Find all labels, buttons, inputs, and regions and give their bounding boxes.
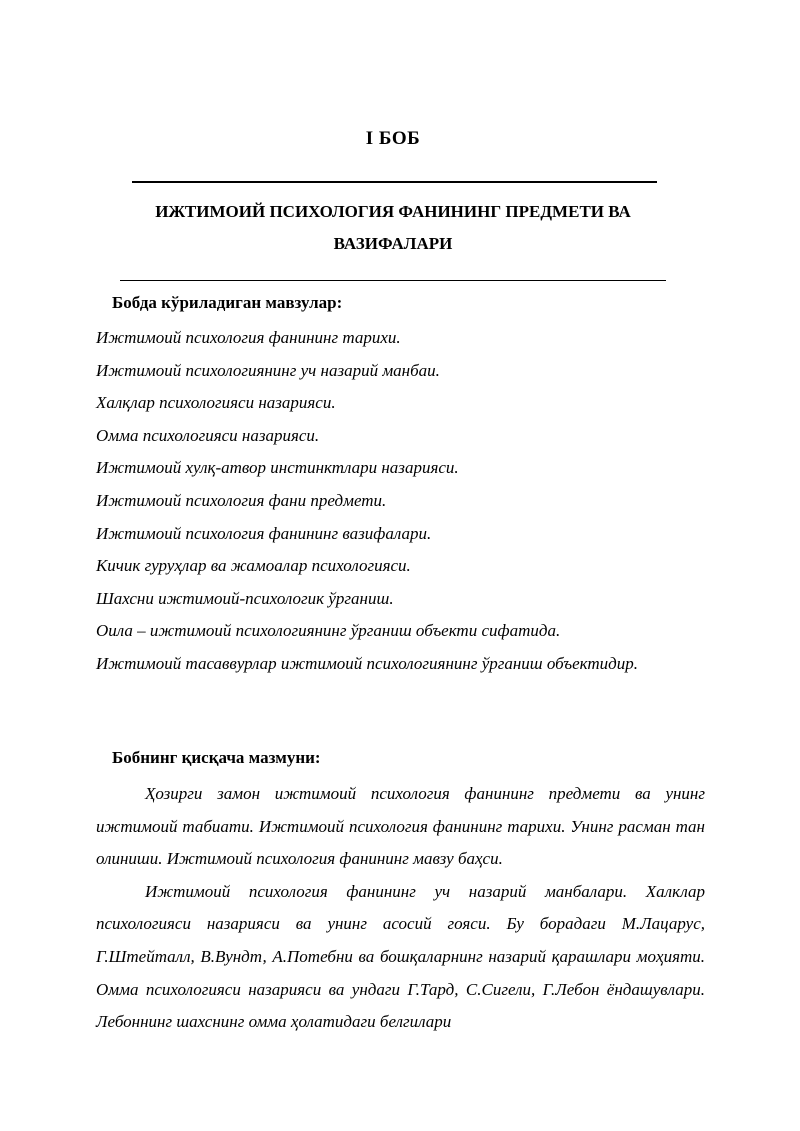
chapter-title: ИЖТИМОИЙ ПСИХОЛОГИЯ ФАНИНИНГ ПРЕДМЕТИ ВА ВАЗИФАЛАРИ <box>155 202 631 253</box>
topics-list <box>96 322 692 681</box>
summary-paragraph: Ҳозирги замон ижтимоий психология фанининг предмети ва унинг ижтимоий табиати. Ижтимоий психология фанининг тарихи. Унинг расман тан олиниши. Ижтимоий психология фанининг мавзу баҳси. <box>96 784 705 869</box>
topic-item: Ижтимоий тасаввурлар ижтимоий психологиянинг ўрганиш объектидир. <box>96 653 639 673</box>
topic-item: Шахсни ижтимоий-психологик ўрганиш. <box>96 588 394 608</box>
topic-item: Халқлар психологияси назарияси. <box>96 393 336 413</box>
topic-item: Кичик гуруҳлар ва жамоалар психологияси. <box>96 556 411 576</box>
topic-item: Ижтимоий психология фанининг вазифалари. <box>96 523 432 543</box>
top-rule <box>132 181 657 183</box>
chapter-number: I БОБ <box>365 128 421 149</box>
topic-item: Ижтимоий хулқ-атвор инстинктлари назарияси. <box>96 458 459 478</box>
summary-heading: Бобнинг қисқача мазмуни: <box>112 748 321 767</box>
topic-item: Ижтимоий психология фанининг тарихи. <box>96 328 401 347</box>
summary-body <box>96 778 705 1039</box>
topics-heading: Бобда кўриладиган мавзулар: <box>112 293 343 312</box>
topic-item: Оила – ижтимоий психологиянинг ўрганиш объекти сифатида. <box>96 621 561 641</box>
bottom-rule <box>120 280 666 281</box>
topic-item: Ижтимоий психологиянинг уч назарий манбаи. <box>96 360 440 380</box>
topic-item: Ижтимоий психология фани предмети. <box>96 490 387 510</box>
summary-paragraph: Ижтимоий психология фанининг уч назарий манбалари. Халклар психологияси назарияси ва унинг асосий гояси. Бу борадаги М.Лацарус, Г.Штейталл, В.Вундт, А.Потебни ва бошқаларнинг назарий қарашлари моҳияти. Омма психологияси назарияси ва ундаги Г.Тард, С.Сигели, Г.Лебон ёндашувлари. Лебоннинг шахснинг омма ҳолатидаги белгилари <box>96 881 705 1032</box>
topic-item: Омма психологияси назарияси. <box>96 425 320 445</box>
